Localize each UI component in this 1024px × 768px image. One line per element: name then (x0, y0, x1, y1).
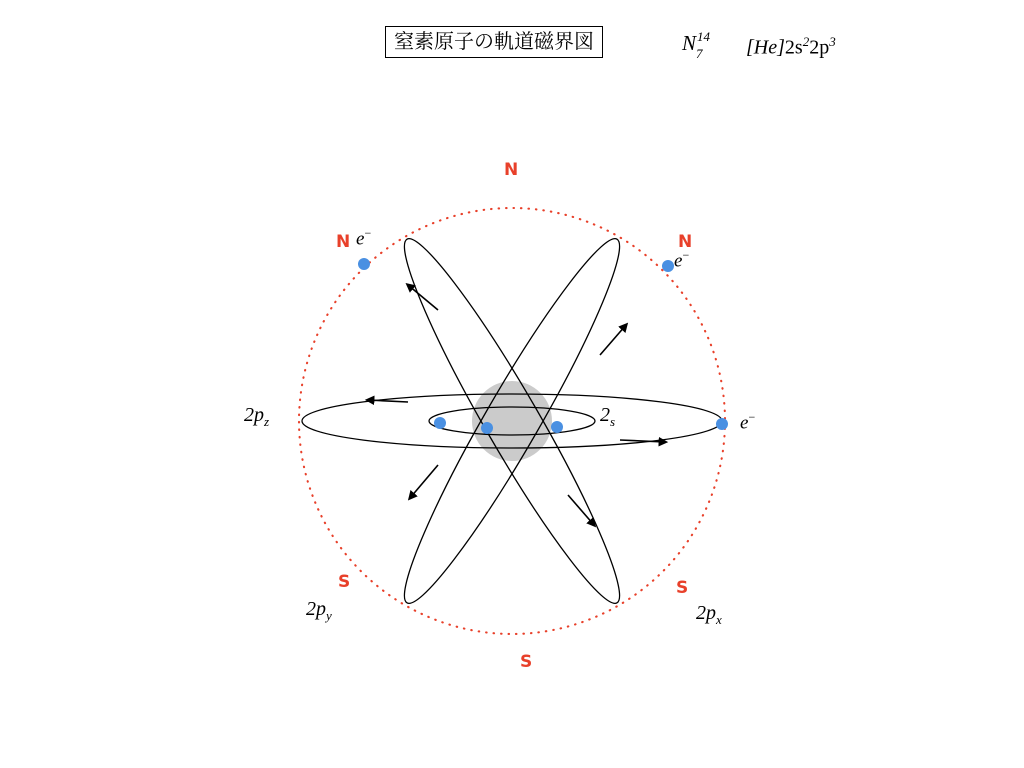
config-p-shell: 2p (809, 36, 830, 59)
electron-2py-upper-left (358, 258, 370, 270)
page-title: 窒素原子の軌道磁界図 (385, 26, 603, 58)
config-s-shell: 2s (784, 36, 803, 59)
arrow-2pz-left (368, 400, 408, 402)
electron-label-text: e (740, 412, 749, 434)
electron-2s-center (481, 422, 493, 434)
pole-top-label: N (504, 160, 519, 180)
electron-2s-right (551, 421, 563, 433)
orbital-label-sub: z (264, 414, 270, 429)
electron-label-right (740, 410, 755, 434)
orbital-label-base: 2p (244, 404, 264, 426)
electron-label-text: e (674, 250, 683, 272)
nuclide-symbol: N (682, 31, 697, 55)
pole-lower-right-label: S (676, 578, 689, 598)
orbital-label-2px (696, 602, 722, 628)
config-p-count: 3 (829, 34, 836, 49)
config-core: [He] (746, 36, 785, 59)
electron-label-upper-left (356, 226, 371, 250)
pole-upper-right-label: N (678, 232, 693, 252)
arrow-2px-up (600, 325, 626, 355)
orbital-label-sub: y (326, 608, 332, 623)
orbital-label-2pz (244, 404, 269, 430)
orbital-label-2s (600, 404, 615, 430)
electron-2pz-right (716, 418, 728, 430)
pole-lower-left-label: S (338, 572, 351, 592)
electron-label-charge: − (748, 410, 756, 424)
orbital-label-base: 2p (696, 602, 716, 624)
pole-bottom-label: S (520, 652, 533, 672)
arrow-2py-down (410, 465, 438, 498)
orbital-label-base: 2p (306, 598, 326, 620)
orbital-label-base: 2 (600, 404, 610, 426)
nucleus (472, 381, 552, 461)
orbital-label-sub: s (610, 414, 616, 429)
electron-label-text: e (356, 228, 365, 250)
nuclide-atomic-number: 7 (696, 46, 703, 62)
electron-2s-left (434, 417, 446, 429)
orbital-label-sub: x (716, 612, 722, 627)
pole-upper-left-label: N (336, 232, 351, 252)
config-s-count: 2 (802, 34, 810, 49)
electron-label-charge: − (682, 248, 690, 262)
electron-label-upper-right (674, 248, 689, 272)
electron-2px-upper-right (662, 260, 674, 272)
orbital-label-2py (306, 598, 332, 624)
nuclide-mass-number: 14 (697, 29, 711, 44)
electron-label-charge: − (364, 226, 372, 240)
